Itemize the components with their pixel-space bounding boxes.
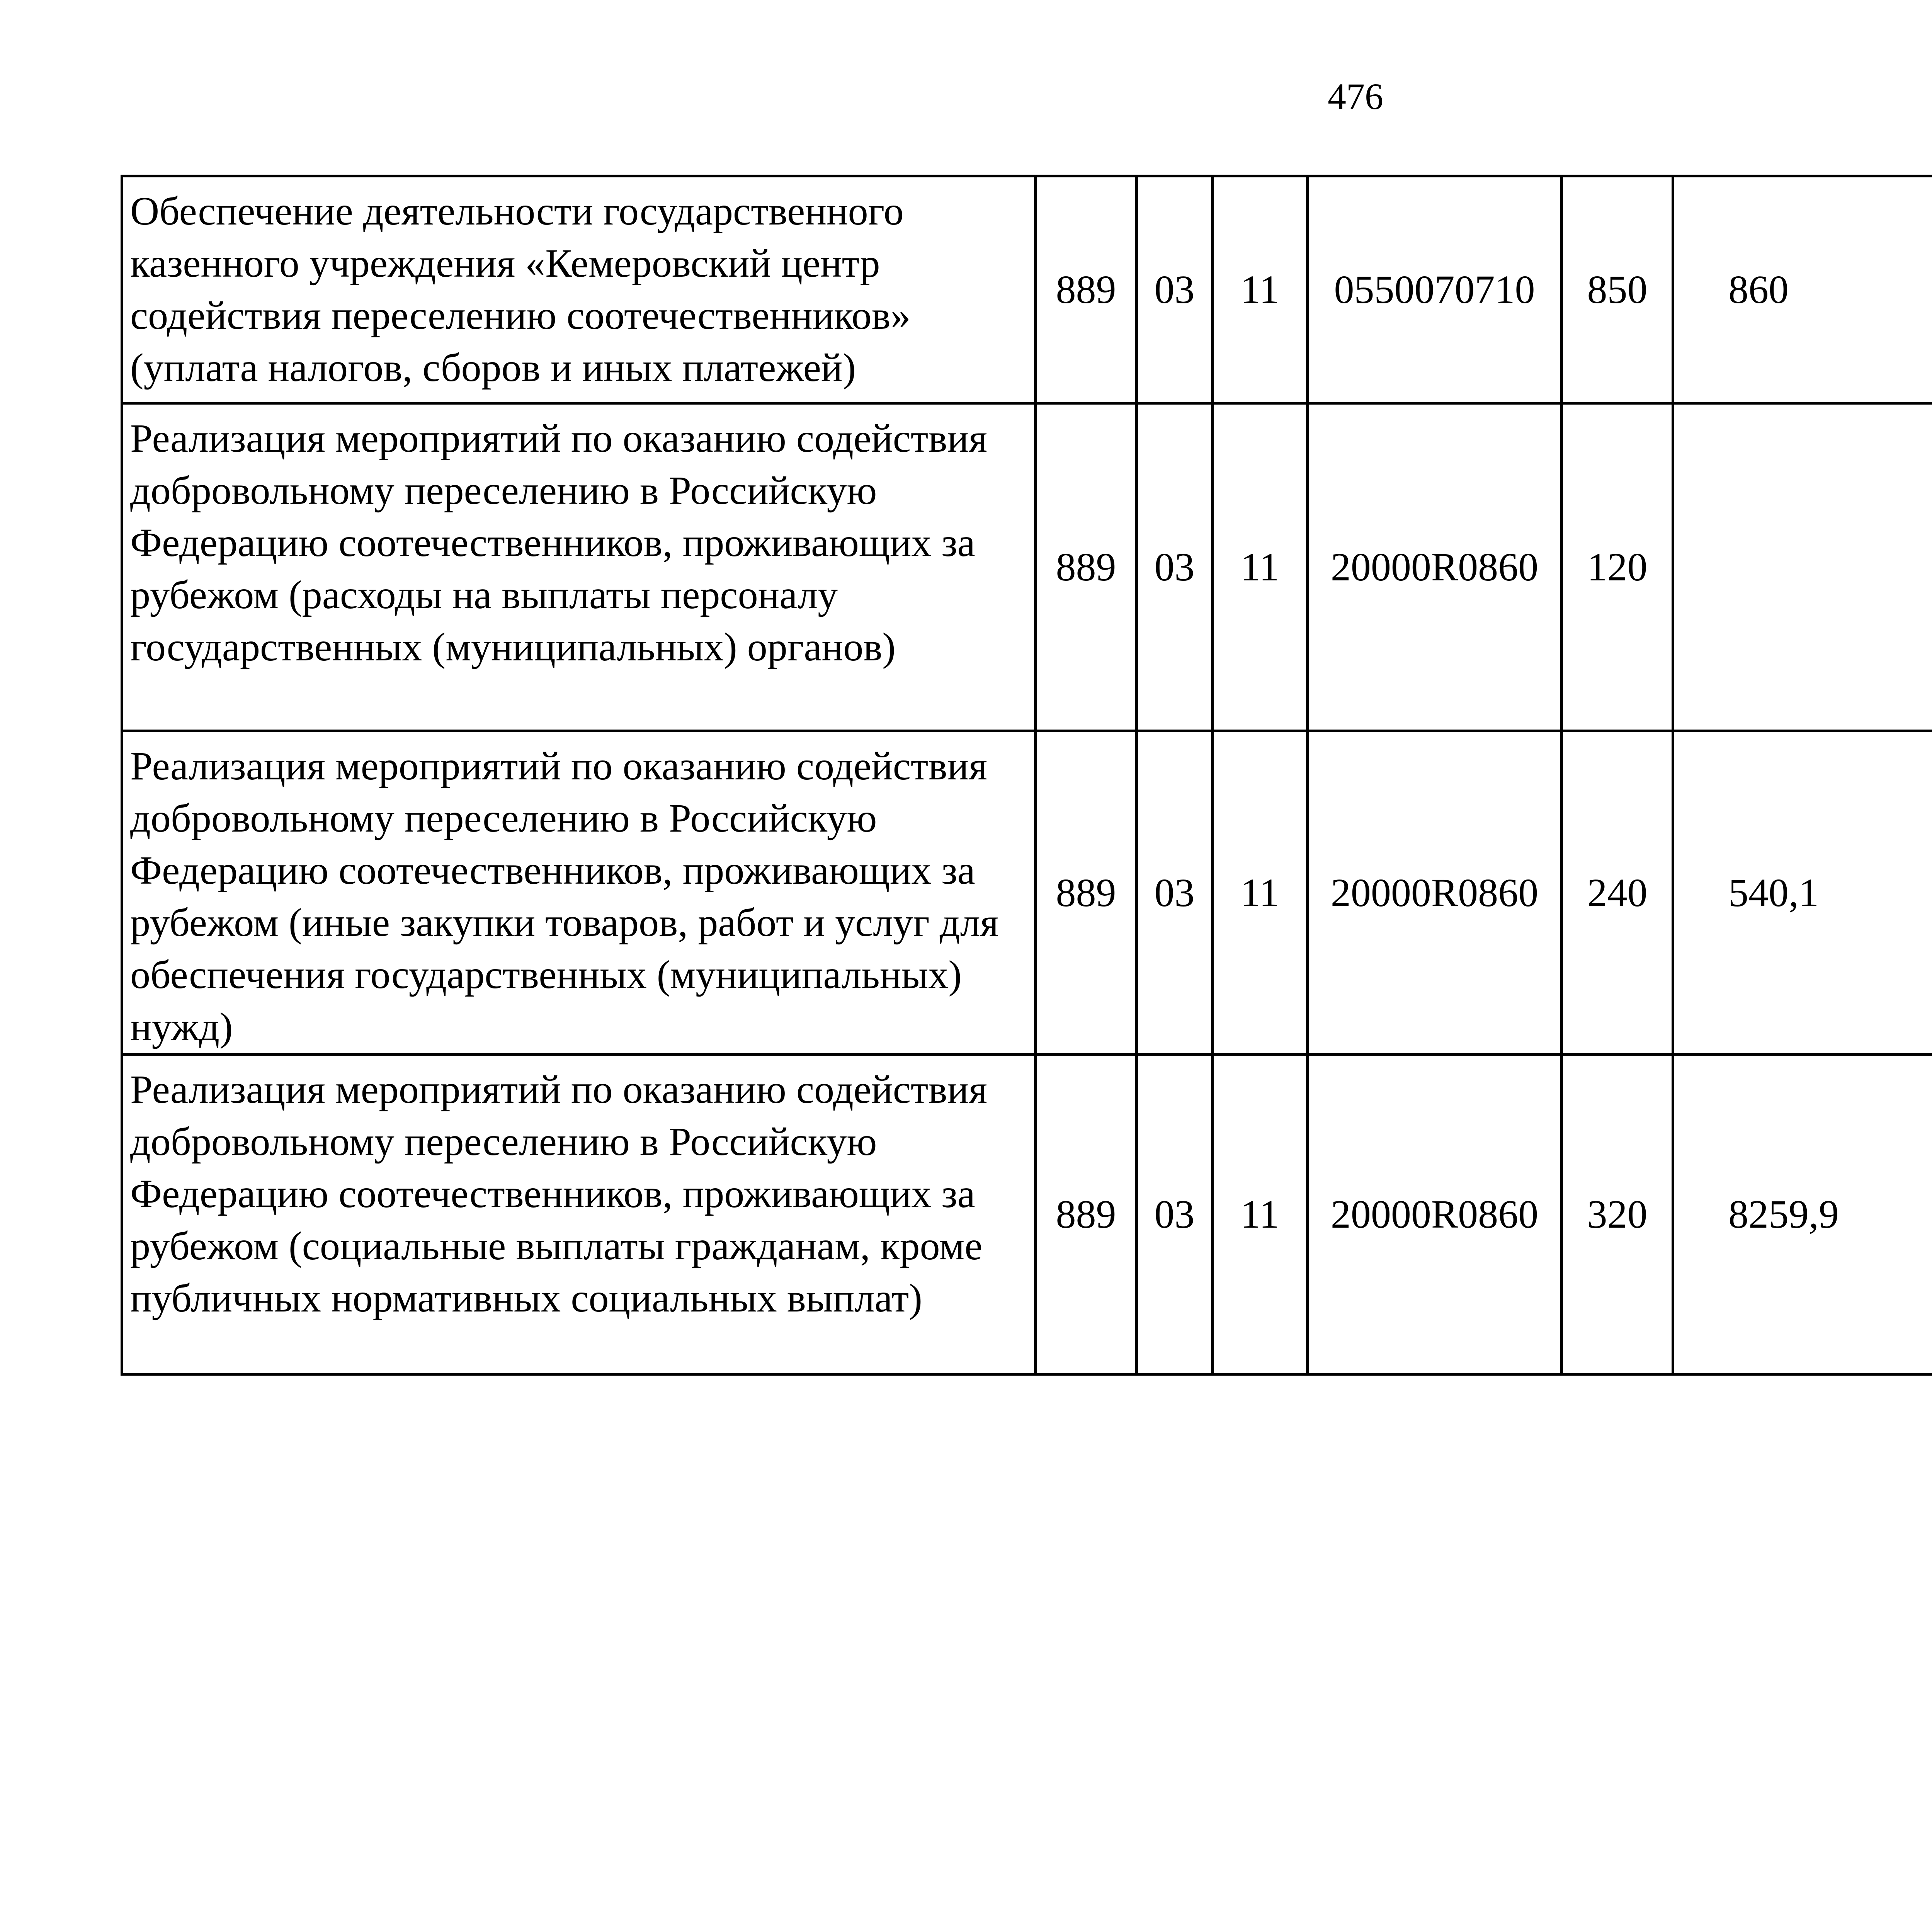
page-number: 476 xyxy=(1328,76,1383,117)
section-code: 03 xyxy=(1137,731,1213,1055)
subsection-code: 11 xyxy=(1213,403,1308,731)
row-description: Реализация мероприятий по оказанию содействия добровольному переселению в Российскую Федерацию соотечественников, проживающих за рубежом (иные закупки товаров, работ и услуг для обеспечения государственных (муниципальных) нужд) xyxy=(122,731,1036,1055)
subsection-code: 11 xyxy=(1213,1055,1308,1374)
table-row xyxy=(122,731,1932,1055)
expense-type-code: 240 xyxy=(1562,731,1673,1055)
row-description: Реализация мероприятий по оказанию содействия добровольному переселению в Российскую Федерацию соотечественников, проживающих за рубежом (социальные выплаты гражданам, кроме публичных нормативных социальных выплат) xyxy=(122,1055,1036,1374)
expense-type-code: 320 xyxy=(1562,1055,1673,1374)
row-description: Обеспечение деятельности государственного казенного учреждения «Кемеровский центр содействия переселению соотечественников» (уплата налогов, сборов и иных платежей) xyxy=(122,176,1036,403)
subsection-code: 11 xyxy=(1213,731,1308,1055)
section-code: 03 xyxy=(1137,403,1213,731)
subsection-code: 11 xyxy=(1213,176,1308,403)
amount-year-1: 540,1 xyxy=(1673,731,1932,1055)
section-code: 03 xyxy=(1137,1055,1213,1374)
section-code: 03 xyxy=(1137,176,1213,403)
target-item-code: 0550070710 xyxy=(1308,176,1562,403)
amount-year-1: 8259,9 xyxy=(1673,1055,1932,1374)
row-description: Реализация мероприятий по оказанию содействия добровольному переселению в Российскую Федерацию соотечественников, проживающих за рубежом (расходы на выплаты персоналу государственных (муниципальных) органов) xyxy=(122,403,1036,731)
expense-type-code: 120 xyxy=(1562,403,1673,731)
target-item-code: 20000R0860 xyxy=(1308,403,1562,731)
target-item-code: 20000R0860 xyxy=(1308,1055,1562,1374)
table-row xyxy=(122,403,1932,731)
ministry-code: 889 xyxy=(1036,176,1137,403)
ministry-code: 889 xyxy=(1036,403,1137,731)
ministry-code: 889 xyxy=(1036,1055,1137,1374)
amount-year-1: 860 xyxy=(1673,176,1932,403)
expense-type-code: 850 xyxy=(1562,176,1673,403)
ministry-code: 889 xyxy=(1036,731,1137,1055)
table-row xyxy=(122,1055,1932,1374)
target-item-code: 20000R0860 xyxy=(1308,731,1562,1055)
budget-table xyxy=(121,175,1932,1376)
table-row xyxy=(122,176,1932,403)
amount-year-1 xyxy=(1673,403,1932,731)
